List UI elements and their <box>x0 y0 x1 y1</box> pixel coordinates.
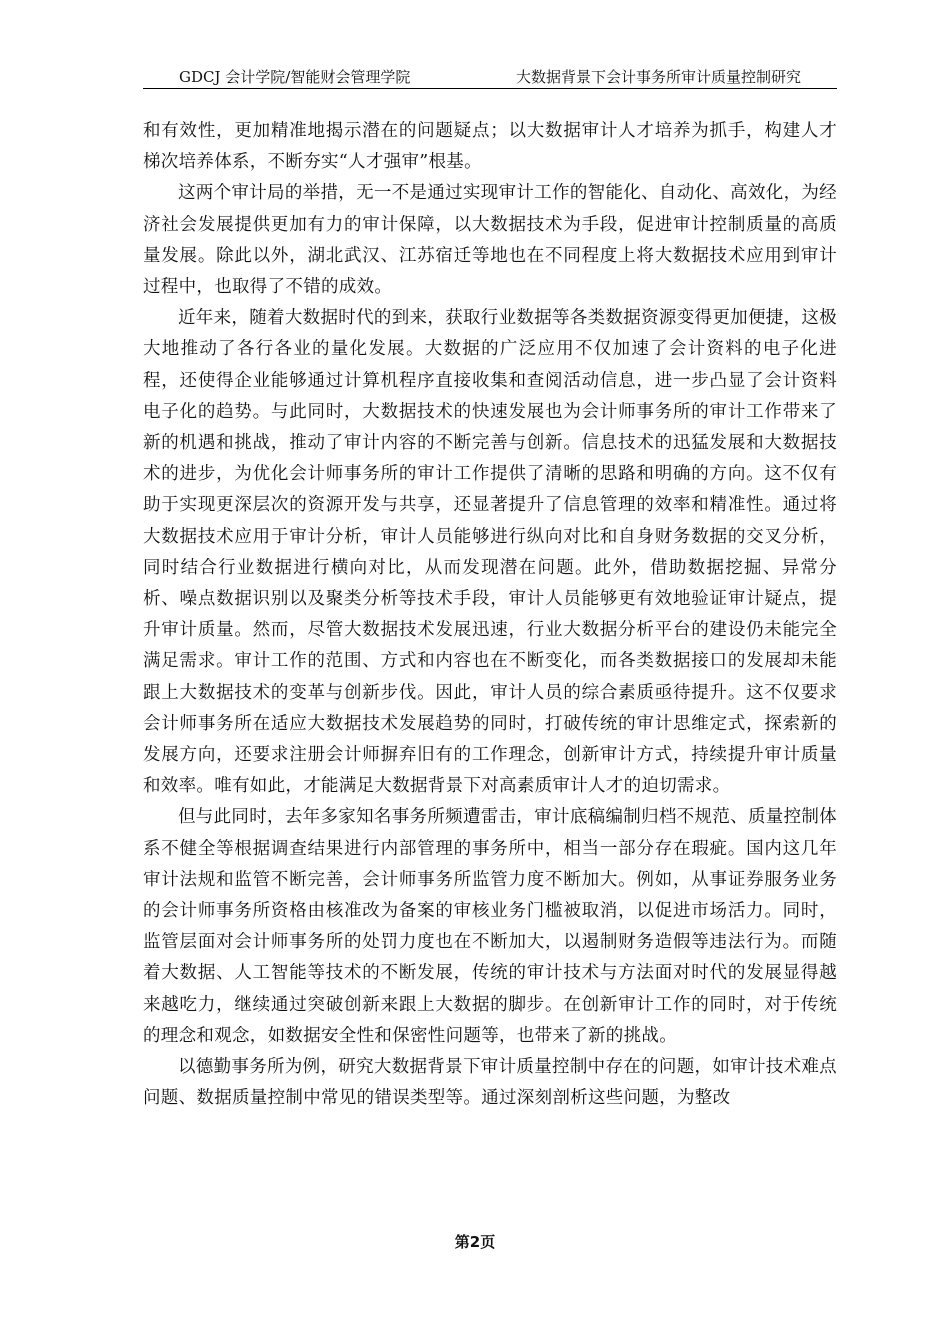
paragraph-1: 和有效性，更加精准地揭示潜在的问题疑点；以大数据审计人才培养为抓手，构建人才梯次培养体系，不断夯实“人才强审”根基。 <box>143 121 837 173</box>
page-number: 第2页 <box>454 1233 496 1251</box>
header-paper-title: 大数据背景下会计事务所审计质量控制研究 <box>515 68 801 86</box>
page-header <box>143 66 837 89</box>
header-school-name: GDCJ 会计学院/智能财会管理学院 <box>179 68 411 86</box>
paragraph-4: 但与此同时，去年多家知名事务所频遭雷击，审计底稿编制归档不规范、质量控制体系不健全等根据调查结果进行内部管理的事务所中，相当一部分存在瑕疵。国内这几年审计法规和监管不断完善，会计师事务所监管力度不断加大。例如，从事证券服务业务的会计师事务所资格由核准改为备案的审核业务门槛被取消，以促进市场活力。同时，监管层面对会计师事务所的处罚力度也在不断加大，以遏制财务造假等违法行为。而随着大数据、人工智能等技术的不断发展，传统的审计技术与方法面对时代的发展显得越来越吃力，继续通过突破创新来跟上大数据的脚步。在创新审计工作的同时，对于传统的理念和观念，如数据安全性和保密性问题等，也带来了新的挑战。 <box>143 807 837 1046</box>
body-text <box>143 116 837 1115</box>
paragraph-2: 这两个审计局的举措，无一不是通过实现审计工作的智能化、自动化、高效化，为经济社会发展提供更加有力的审计保障，以大数据技术为手段，促进审计控制质量的高质量发展。除此以外，湖北武汉、江苏宿迁等地也在不同程度上将大数据技术应用到审计过程中，也取得了不错的成效。 <box>143 183 837 298</box>
paragraph-3: 近年来，随着大数据时代的到来，获取行业数据等各类数据资源变得更加便捷，这极大地推动了各行各业的量化发展。大数据的广泛应用不仅加速了会计资料的电子化进程，还使得企业能够通过计算机程序直接收集和查阅活动信息，进一步凸显了会计资料电子化的趋势。与此同时，大数据技术的快速发展也为会计师事务所的审计工作带来了新的机遇和挑战，推动了审计内容的不断完善与创新。信息技术的迅猛发展和大数据技术的进步，为优化会计师事务所的审计工作提供了清晰的思路和明确的方向。这不仅有助于实现更深层次的资源开发与共享，还显著提升了信息管理的效率和精准性。通过将大数据技术应用于审计分析，审计人员能够进行纵向对比和自身财务数据的交叉分析，同时结合行业数据进行横向对比，从而发现潜在问题。此外，借助数据挖掘、异常分析、噪点数据识别以及聚类分析等技术手段，审计人员能够更有效地验证审计疑点，提升审计质量。然而，尽管大数据技术发展迅速，行业大数据分析平台的建设仍未能完全满足需求。审计工作的范围、方式和内容也在不断变化，而各类数据接口的发展却未能跟上大数据技术的变革与创新步伐。因此，审计人员的综合素质亟待提升。这不仅要求会计师事务所在适应大数据技术发展趋势的同时，打破传统的审计思维定式，探索新的发展方向，还要求注册会计师摒弃旧有的工作理念，创新审计方式，持续提升审计质量和效率。唯有如此，才能满足大数据背景下对高素质审计人才的迫切需求。 <box>143 308 837 797</box>
paragraph-5: 以德勤事务所为例，研究大数据背景下审计质量控制中存在的问题，如审计技术难点问题、数据质量控制中常见的错误类型等。通过深刻剖析这些问题，为整改 <box>143 1057 837 1109</box>
